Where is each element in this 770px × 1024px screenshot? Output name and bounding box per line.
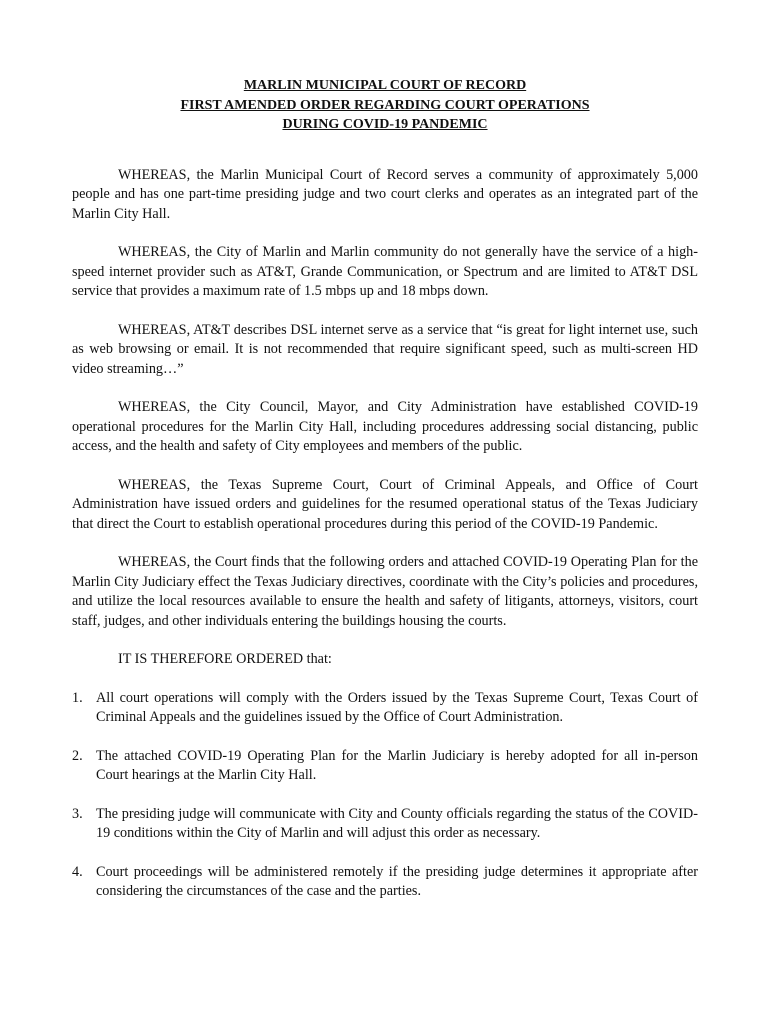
document-title	[72, 76, 698, 135]
whereas-section	[72, 166, 698, 902]
order-item-1	[72, 689, 698, 728]
whereas-paragraph-6: WHEREAS, the Court finds that the following orders and attached COVID-19 Operating Plan for the Marlin City Judiciary effect the Texas Judiciary directives, coordinate with the City’s policies and procedures, and utilize the local resources available to ensure the health and safety of litigants, attorneys, visitors, court staff, judges, and other individuals entering the buildings housing the courts.	[72, 554, 698, 629]
order-number: 3.	[72, 805, 83, 822]
order-number: 1.	[72, 689, 83, 706]
whereas-paragraph-4: WHEREAS, the City Council, Mayor, and City Administration have established COVID-19 operational procedures for the Marlin City Hall, including procedures addressing social distancing, public access, and the health and safety of City employees and members of the public.	[72, 399, 698, 454]
order-text: The attached COVID-19 Operating Plan for the Marlin Judiciary is hereby adopted for all in-person Court hearings at the Marlin City Hall.	[96, 747, 698, 783]
order-number: 4.	[72, 863, 83, 880]
ordered-intro: IT IS THEREFORE ORDERED that:	[118, 651, 332, 667]
order-text: The presiding judge will communicate with City and County officials regarding the status of the COVID-19 conditions within the City of Marlin and will adjust this order as necessary.	[96, 805, 698, 841]
title-line-3: DURING COVID-19 PANDEMIC	[282, 117, 488, 132]
whereas-paragraph-1: WHEREAS, the Marlin Municipal Court of Record serves a community of approximately 5,000 people and has one part-time presiding judge and two court clerks and operates as an integrated part of the Marlin City Hall.	[72, 166, 698, 222]
document-page	[72, 76, 698, 921]
order-item-2	[72, 747, 698, 786]
title-line-1: MARLIN MUNICIPAL COURT OF RECORD	[243, 78, 527, 93]
order-item-3	[72, 805, 698, 844]
order-text: Court proceedings will be administered remotely if the presiding judge determines it appropriate after considering the circumstances of the case and the parties.	[96, 863, 698, 899]
whereas-paragraph-3: WHEREAS, AT&T describes DSL internet serve as a service that “is great for light internet use, such as web browsing or email. It is not recommended that require significant speed, such as multi-screen HD video streaming…”	[72, 321, 698, 377]
title-line-2: FIRST AMENDED ORDER REGARDING COURT OPERATIONS	[180, 97, 590, 113]
whereas-paragraph-2: WHEREAS, the City of Marlin and Marlin community do not generally have the service of a high-speed internet provider such as AT&T, Grande Communication, or Spectrum and are limited to AT&T DSL service that provides a maximum rate of 1.5 mbps up and 18 mbps down.	[72, 244, 698, 299]
whereas-paragraph-5: WHEREAS, the Texas Supreme Court, Court of Criminal Appeals, and Office of Court Administration have issued orders and guidelines for the resumed operational status of the Texas Judiciary that direct the Court to establish operational procedures during this period of the COVID-19 Pandemic.	[72, 476, 698, 532]
order-text: All court operations will comply with the Orders issued by the Texas Supreme Court, Texas Court of Criminal Appeals and the guidelines issued by the Office of Court Administration.	[96, 689, 698, 725]
order-item-4	[72, 863, 698, 902]
orders-list	[72, 689, 698, 902]
order-number: 2.	[72, 747, 83, 764]
